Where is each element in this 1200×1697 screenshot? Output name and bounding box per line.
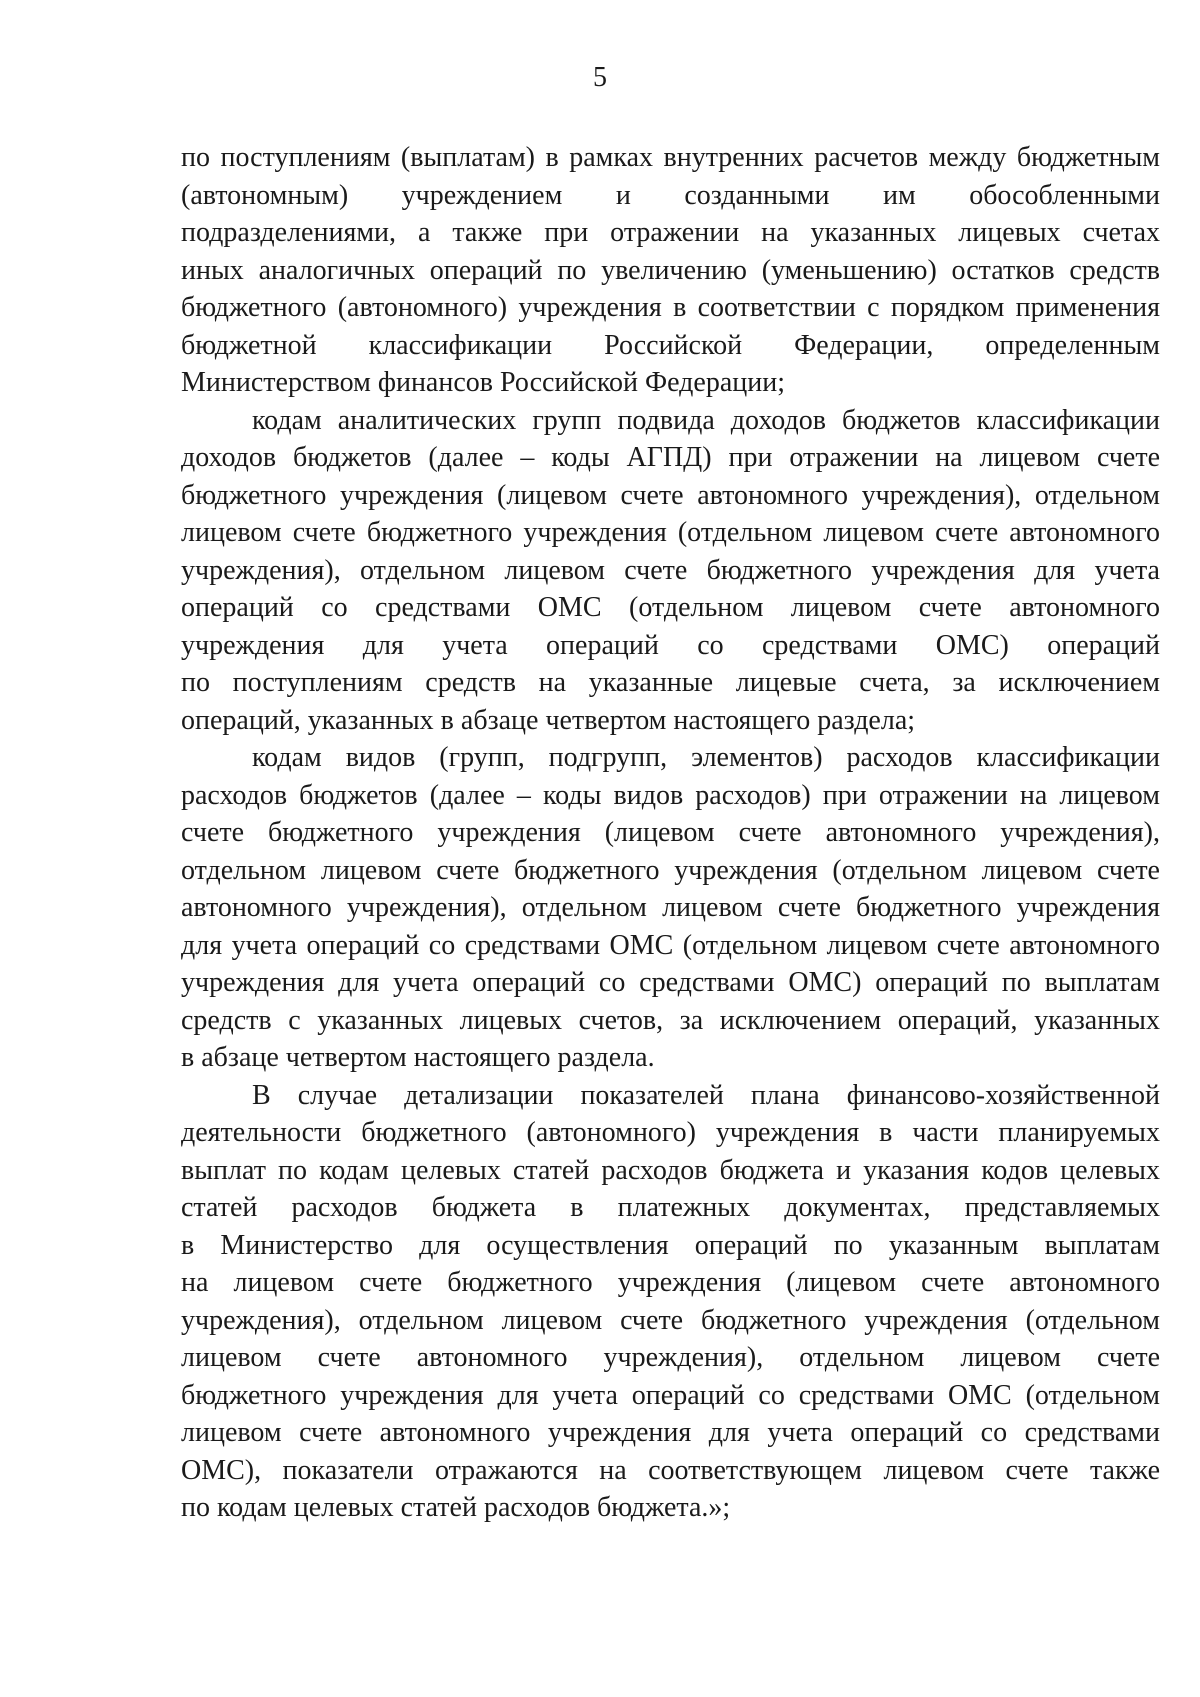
text-line: лицевом счете бюджетного учреждения (отдельном лицевом счете автономного [181, 517, 1160, 548]
text-line: учреждения), отдельном лицевом счете бюджетного учреждения для учета [181, 554, 1160, 586]
text-line: бюджетного учреждения для учета операций со средствами ОМС (отдельном [181, 1379, 1160, 1411]
text-line: иных аналогичных операций по увеличению (уменьшению) остатков средств [181, 254, 1160, 286]
text-line: кодам аналитических групп подвида доходов бюджетов классификации [252, 404, 1160, 436]
text-line: учреждения для учета операций со средствами ОМС) операций [181, 629, 1160, 661]
text-line: подразделениями, а также при отражении на указанных лицевых счетах [181, 217, 1160, 248]
text-line: В случае детализации показателей плана финансово-хозяйственной [252, 1079, 1160, 1111]
text-line: ОМС), показатели отражаются на соответствующем лицевом счете также [181, 1454, 1160, 1486]
text-line: статей расходов бюджета в платежных документах, представляемых [181, 1192, 1160, 1223]
text-line: для учета операций со средствами ОМС (отдельном лицевом счете автономного [181, 929, 1160, 961]
text-line: по кодам целевых статей расходов бюджета.»; [181, 1492, 731, 1523]
text-line: средств с указанных лицевых счетов, за исключением операций, указанных [181, 1004, 1160, 1036]
text-line: автономного учреждения), отдельном лицевом счете бюджетного учреждения [181, 892, 1160, 923]
text-line: операций, указанных в абзаце четвертом настоящего раздела; [181, 704, 916, 736]
text-line: на лицевом счете бюджетного учреждения (лицевом счете автономного [181, 1267, 1160, 1298]
text-line: лицевом счете автономного учреждения для учета операций со средствами [181, 1417, 1160, 1448]
text-line: учреждения для учета операций со средствами ОМС) операций по выплатам [181, 967, 1160, 998]
text-line: бюджетного (автономного) учреждения в соответствии с порядком применения [181, 292, 1160, 323]
paragraph [181, 402, 1160, 740]
text-line: по поступлениям средств на указанные лицевые счета, за исключением [181, 667, 1160, 698]
paragraph [181, 739, 1160, 1077]
text-line: лицевом счете автономного учреждения), отдельном лицевом счете [181, 1342, 1160, 1373]
text-line: выплат по кодам целевых статей расходов бюджета и указания кодов целевых [181, 1154, 1160, 1186]
text-line: деятельности бюджетного (автономного) учреждения в части планируемых [181, 1117, 1160, 1148]
text-line: счете бюджетного учреждения (лицевом счете автономного учреждения), [181, 817, 1160, 848]
text-line: кодам видов (групп, подгрупп, элементов) расходов классификации [252, 742, 1160, 773]
text-line: расходов бюджетов (далее – коды видов расходов) при отражении на лицевом [181, 779, 1160, 811]
page-number: 5 [593, 62, 607, 93]
text-line: бюджетного учреждения (лицевом счете автономного учреждения), отдельном [181, 479, 1160, 511]
text-line: бюджетной классификации Российской Федерации, определенным [181, 329, 1160, 361]
text-line: учреждения), отдельном лицевом счете бюджетного учреждения (отдельном [181, 1304, 1160, 1336]
text-line: по поступлениям (выплатам) в рамках внутренних расчетов между бюджетным [181, 142, 1160, 173]
text-line: в Министерство для осуществления операций по указанным выплатам [181, 1229, 1160, 1261]
text-line: операций со средствами ОМС (отдельном лицевом счете автономного [181, 592, 1160, 623]
text-line: отдельном лицевом счете бюджетного учреждения (отдельном лицевом счете [181, 854, 1160, 886]
document-body [181, 139, 1160, 1527]
paragraph [181, 1077, 1160, 1527]
paragraph [181, 139, 1160, 402]
text-line: (автономным) учреждением и созданными им обособленными [181, 179, 1160, 211]
text-line: Министерством финансов Российской Федерации; [181, 367, 785, 398]
text-line: доходов бюджетов (далее – коды АГПД) при отражении на лицевом счете [181, 442, 1160, 473]
text-line: в абзаце четвертом настоящего раздела. [181, 1042, 655, 1073]
